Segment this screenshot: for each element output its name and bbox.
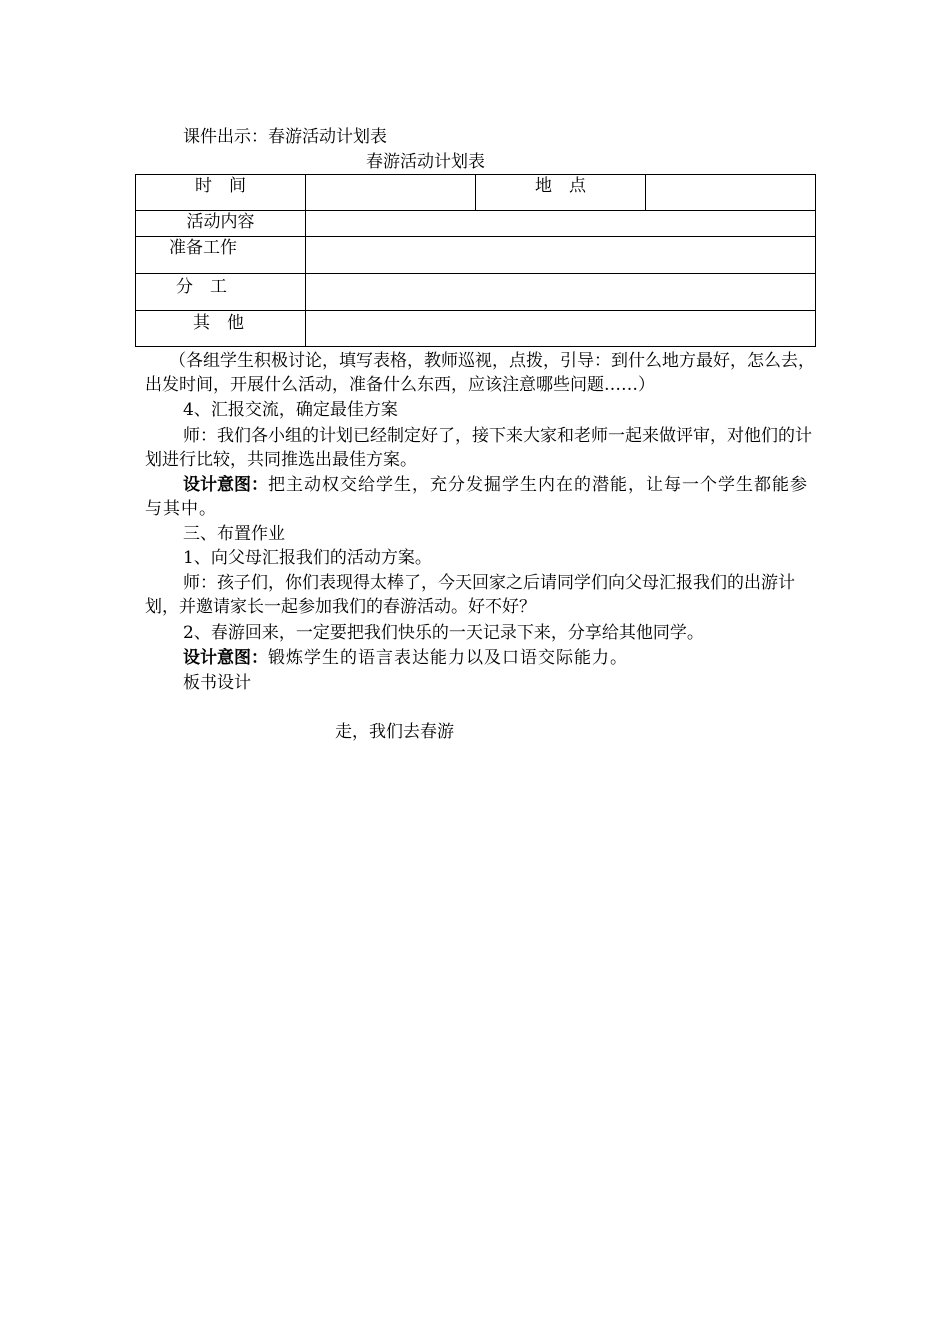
division-label: 分 工 (176, 277, 227, 297)
design-intent-label: 设计意图： (183, 475, 268, 495)
table-row (136, 175, 816, 211)
board-title: 走，我们去春游 (335, 722, 454, 742)
time-label: 时 间 (195, 176, 246, 196)
table-row (136, 274, 816, 311)
design-intent-2 (145, 646, 815, 670)
teacher-paragraph-1: 师：我们各小组的计划已经制定好了，接下来大家和老师一起来做评审，对他们的计划进行比较，共同推选出最佳方案。 (145, 426, 812, 470)
design-intent-label: 设计意图： (183, 648, 268, 668)
prep-label: 准备工作 (169, 238, 237, 258)
time-cell (306, 175, 476, 211)
table-row (136, 311, 816, 347)
courseware-line: 课件出示：春游活动计划表 (183, 127, 387, 147)
teacher-paragraph-2: 师：孩子们，你们表现得太棒了，今天回家之后请同学们向父母汇报我们的出游计划，并邀请家长一起参加我们的春游活动。好不好？ (145, 573, 795, 617)
prep-cell (306, 237, 816, 274)
division-cell (306, 274, 816, 311)
design-intent-1 (145, 473, 815, 521)
homework-item-1: 1、向父母汇报我们的活动方案。 (183, 548, 432, 568)
section-heading: 三、布置作业 (183, 524, 285, 544)
other-label: 其 他 (193, 313, 244, 333)
activity-plan-table (135, 174, 816, 347)
design-intent-text: 锻炼学生的语言表达能力以及口语交际能力。 (268, 648, 628, 668)
content-cell (306, 211, 816, 237)
table-title: 春游活动计划表 (366, 152, 485, 172)
design-intent-text: 把主动权交给学生，充分发掘学生内在的潜能，让每一个学生都能参与其中。 (145, 475, 808, 519)
board-design-heading: 板书设计 (183, 673, 251, 693)
homework-item-2: 2、春游回来，一定要把我们快乐的一天记录下来，分享给其他同学。 (183, 623, 704, 643)
other-cell (306, 311, 816, 347)
place-label: 地 点 (535, 176, 586, 196)
discussion-paragraph: （各组学生积极讨论，填写表格，教师巡视，点拨，引导：到什么地方最好，怎么去，出发时间，开展什么活动，准备什么东西，应该注意哪些问题……） (145, 351, 815, 395)
step4-heading: 4、汇报交流，确定最佳方案 (183, 400, 398, 420)
content-label: 活动内容 (186, 212, 255, 232)
place-cell (646, 175, 816, 211)
table-row (136, 211, 816, 237)
table-row (136, 237, 816, 274)
